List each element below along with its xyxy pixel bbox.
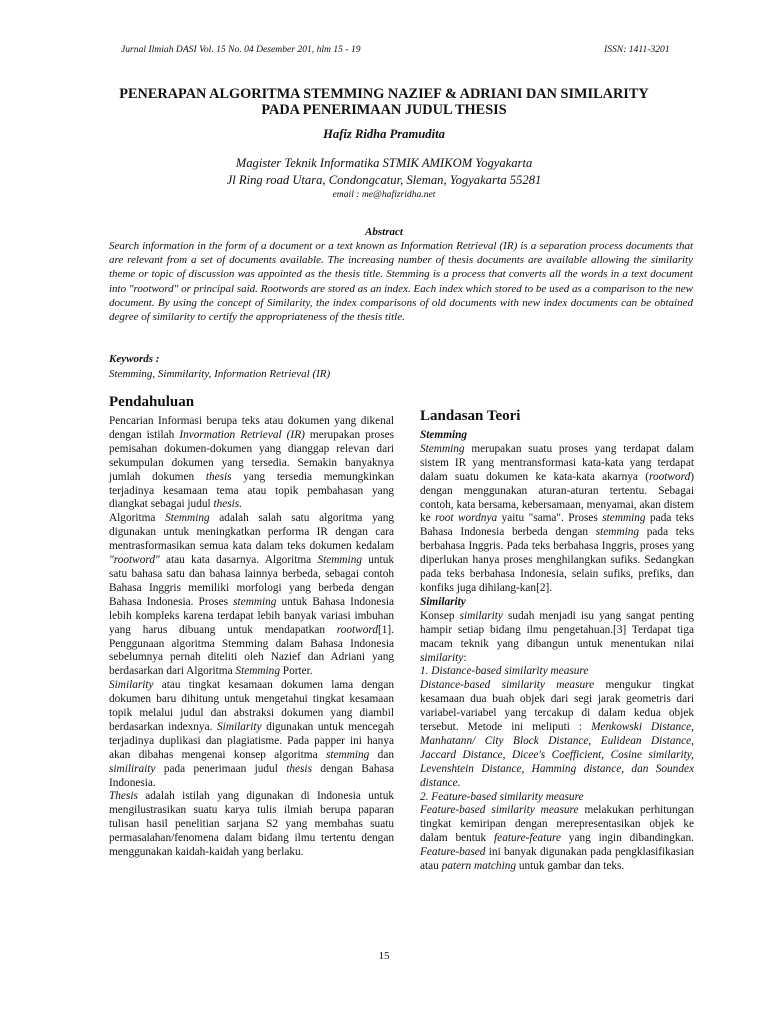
issn-header: ISSN: 1411-3201 — [604, 44, 670, 55]
text-run: Stemming — [420, 442, 465, 455]
section-heading-pendahuluan: Pendahuluan — [109, 394, 195, 410]
text-run: feature-feature — [494, 832, 561, 845]
text-run: root wordnya — [435, 512, 498, 525]
text-run: "rootword" — [109, 554, 160, 567]
affiliation — [0, 155, 768, 189]
text-run: untuk gambar dan teks. — [516, 860, 625, 873]
text-run: melakukan perhitungan tingkat kemiripan dengan merepresentasikan objek ke dalam bentuk — [420, 804, 694, 845]
text-run: yang tersedia memungkinkan terjadinya kesamaan tema atau topik pembahasan yang diangkat sebagai judul — [109, 470, 394, 511]
text-run: digunakan untuk mencegah terjadinya duplikasi dan plagiatisme. Pada papper ini hanya akan dibahas mengenai konsep algoritma — [109, 720, 394, 761]
affiliation-line-2: Jl Ring road Utara, Condongcatur, Sleman, Yogyakarta 55281 — [226, 173, 542, 187]
journal-header: Jurnal Ilmiah DASI Vol. 15 No. 04 Desember 201, hlm 15 - 19 — [121, 44, 361, 55]
subheading-similarity: Similarity — [420, 595, 466, 608]
text-run: Konsep — [420, 609, 460, 622]
paragraph — [109, 679, 394, 790]
text-run: thesis. — [213, 498, 243, 511]
paragraph — [109, 415, 394, 512]
text-run: : — [463, 651, 467, 664]
text-run: yaitu "sama". Proses — [497, 512, 603, 525]
text-run: similarity — [459, 609, 503, 622]
text-run: merupakan proses pemisahan dokumen-dokumen yang dianggap relevan dari sekumpulan dokumen yang tersedia. Semakin banyaknya jumlah dokumen — [109, 428, 394, 483]
author-email: email : me@hafizridha.net — [332, 189, 436, 200]
text-run: stemming — [602, 512, 646, 525]
right-column — [420, 407, 694, 874]
paragraph — [420, 679, 694, 790]
abstract-heading: Abstract — [365, 226, 403, 238]
section-heading-landasan-teori: Landasan Teori — [420, 408, 521, 424]
keywords-heading: Keywords : — [109, 353, 160, 365]
text-run: stemming — [595, 526, 640, 539]
text-run: Invormation Retrieval (IR) — [179, 428, 305, 441]
text-run: thesis — [286, 762, 312, 775]
text-run: ini banyak digunakan pada pengklasifikasian atau — [420, 846, 694, 873]
text-run: Pencarian Informasi berupa teks atau dokumen yang dikenal dengan istilah — [109, 415, 394, 441]
paper-title — [80, 86, 688, 118]
text-run: Feature-based similarity measure — [420, 804, 579, 817]
text-run: stemming — [325, 748, 370, 761]
text-run: Feature-based — [420, 846, 486, 859]
text-run: Algoritma — [109, 512, 166, 525]
list-item-heading — [420, 665, 694, 679]
text-run: dan — [369, 748, 394, 761]
affiliation-line-1: Magister Teknik Informatika STMIK AMIKOM Yogyakarta — [235, 156, 533, 170]
text-run: untuk Bahasa Indonesia lebih kompleks karena terdapat lebih banyak variasi imbuhan yang harus dibuang untuk mendapatkan — [109, 595, 394, 636]
text-run: atau kata dasarnya. Algoritma — [159, 554, 318, 567]
text-run: yang ingin dibandingkan. — [560, 832, 694, 845]
keywords-body: Stemming, Simmilarity, Information Retrieval (IR) — [109, 368, 331, 380]
paragraph — [109, 512, 394, 679]
text-run: Menkowski Distance, Manhatann/ City Block Distance, Eulidean Distance, Jaccard Distance, Dicee's Coefficient, Cosine similarity, Levenshtein Distance, Hamming distance, dan Soundex distance. — [420, 721, 695, 789]
text-run: Similarity — [217, 720, 262, 733]
list-item-heading — [420, 791, 694, 805]
text-run: untuk satu bahasa satu dan bahasa lainnya berbeda, sebagai contoh Bahasa Inggris memiliki morfologi yang berbeda dengan Bahasa Indonesia. Proses — [109, 554, 394, 608]
author-name: Hafiz Ridha Pramudita — [323, 127, 445, 141]
text-run: Stemming — [165, 512, 210, 525]
text-run: ) dengan menggunakan aturan-aturan tertentu. Sebagai contoh, kata bersama, kebersamaan, menyamai, akan distem ke — [420, 470, 694, 525]
text-run: similiraity — [109, 762, 156, 775]
text-run: Stemming — [235, 665, 280, 678]
paragraph — [109, 790, 394, 860]
subheading-stemming: Stemming — [420, 429, 468, 441]
text-run: Stemming — [317, 554, 362, 567]
title-line-1: PENERAPAN ALGORITMA STEMMING NAZIEF & ADRIANI DAN SIMILARITY — [119, 86, 649, 102]
text-run: pada teks Bahasa Indonesia berbeda dengan — [420, 512, 694, 539]
text-run: pada penerimaan judul — [155, 762, 287, 775]
text-run: Distance-based similarity measure — [420, 679, 595, 692]
page-number: 15 — [378, 950, 390, 962]
abstract-body: Search information in the form of a document or a text known as Information Retrieval (IR) is a separation process documents that are relevant from a set of documents available. The increasing number of thesis documents are available allowing the similarity theme or topic of discussion was appointed as the thesis title. Stemming is a process that converts all the words in a text document into "rootword" or principal said. Rootwords are stored as an index. Each index which stored to be used as a comparison to the new document. By using the concept of Similarity, the index comparisons of old documents with new index documents can be obtained degree of similarity to certify the appropriateness of the thesis title. — [109, 240, 693, 324]
text-run: sudah menjadi isu yang sangat penting hampir setiap bidang ilmu pengetahuan.[3] Terdapat tiga macam teknik yang dibangun untuk menentukan nilai — [420, 609, 694, 650]
text-run: mengukur tingkat kesamaan dua buah objek dari segi jarak geometris dari variabel-variabel yang tercakup di dalam kedua objek tersebut. Metode ini meliputi : — [420, 679, 694, 734]
text-run: stemming — [233, 595, 277, 608]
text-run: rootword — [336, 623, 378, 636]
paragraph — [420, 804, 694, 874]
text-run: rootword — [649, 470, 691, 483]
paragraph — [420, 610, 694, 666]
text-run: similarity — [420, 651, 464, 664]
text-run: Similarity — [109, 679, 154, 692]
text-run: thesis — [205, 470, 232, 483]
text-run: atau tingkat kesamaan dokumen lama dengan dokumen baru dihitung untuk mengetahui tingkat kesamaan topik melalui judul dan abstraksi dokumen yang diambil berdasarkan indexnya. — [109, 679, 394, 733]
text-run: [1]. Penggunaan algoritma Stemming dalam Bahasa Indonesia sebelumnya pernah diteliti oleh Nazief dan Adriani yang berdasarkan dari Algoritma — [109, 623, 394, 678]
text-run: adalah istilah yang digunakan di Indonesia untuk mengilustrasikan suatu karya tulis ilmiah berupa paparan tulisan hasil penelitian sarjana S2 yang membahas suatu permasalahan/fenomena dalam bidang ilmu tertentu dengan menggunakan kaidah-kaidah yang berlaku. — [109, 790, 394, 859]
text-run: 2. Feature-based similarity measure — [420, 790, 584, 803]
text-run: Thesis — [109, 790, 138, 803]
text-run: dengan Bahasa Indonesia. — [109, 762, 394, 789]
text-run: Porter. — [279, 665, 313, 678]
text-run: patern matching — [441, 860, 517, 873]
title-line-2: PADA PENERIMAAN JUDUL THESIS — [261, 102, 507, 118]
text-run: adalah salah satu algoritma yang digunakan untuk meningkatkan performa IR dengan cara mentrasformasikan semua kata dalam teks dokumen kedalam — [109, 512, 394, 553]
text-run: 1. Distance-based similarity measure — [420, 665, 589, 678]
text-run: pada teks berbahasa Inggris. Pada teks berbahasa Inggris, proses yang diperlukan hanya proses menghilangkan sufiks. Sedangkan pada teks berbahasa Indonesia, selain sufiks, prefiks, dan konfiks juga dihilang-kan[2]. — [420, 526, 694, 594]
left-column — [109, 393, 394, 860]
text-run: merupakan suatu proses yang terdapat dalam sistem IR yang mentransformasi kata-kata yang terdapat dalam suatu dokumen ke kata-kata akarnya ( — [420, 442, 694, 483]
paragraph — [420, 443, 694, 596]
